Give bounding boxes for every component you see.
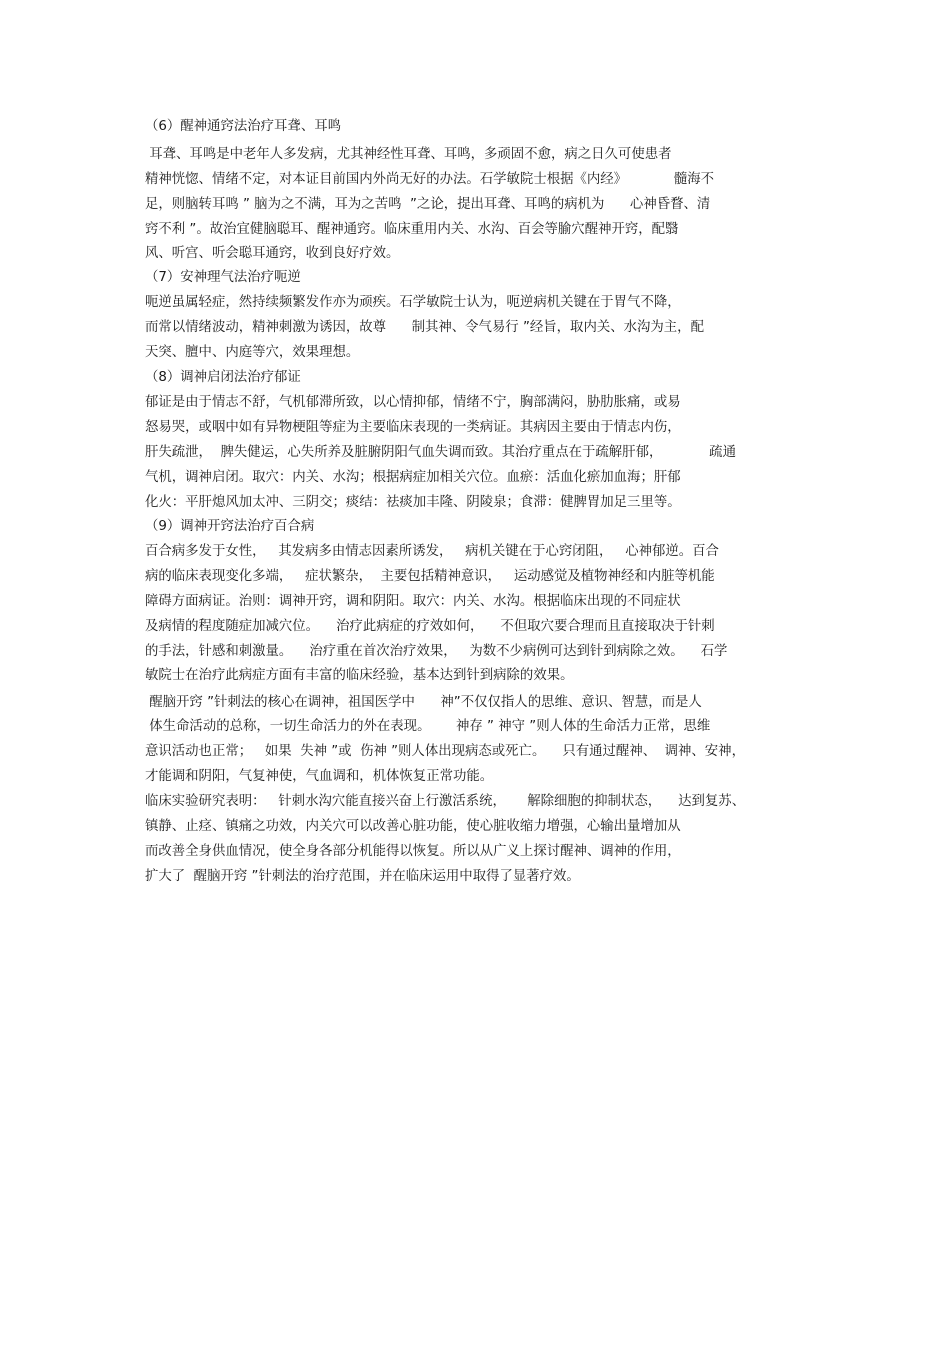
paragraph-line: 百合病多发于女性， 其发病多由情志因素所诱发， 病机关键在于心窍闭阻， 心神郁逆。百合	[145, 544, 719, 559]
paragraph-line: 镇静、止痉、镇痛之功效，内关穴可以改善心脏功能，使心脏收缩力增强，心输出量增加从	[145, 819, 681, 834]
paragraph-line: 耳聋、耳鸣是中老年人多发病，尤其神经性耳聋、耳鸣，多顽固不愈，病之日久可使患者	[145, 147, 672, 162]
paragraph-line: 意识活动也正常； 如果 失神 ”或 伤神 ”则人体出现病态或死亡。 只有通过醒神、 调神、安神，	[145, 744, 745, 759]
paragraph-line: 呃逆虽属轻症，然持续频繁发作亦为顽疾。石学敏院士认为，呃逆病机关键在于胃气不降，	[145, 295, 681, 310]
paragraph-line: 怒易哭，或咽中如有异物梗阻等症为主要临床表现的一类病证。其病因主要由于情志内伤，	[145, 420, 681, 435]
paragraph-line: 的手法，针感和刺激量。 治疗重在首次治疗效果， 为数不少病例可达到针到病除之效。 石学	[145, 644, 728, 659]
paragraph-line: 足，则脑转耳鸣 ” 脑为之不满，耳为之苦鸣 ”之论，提出耳聋、耳鸣的病机为 心神昏瞀、清	[145, 197, 711, 212]
paragraph-line: 障碍方面病证。治则：调神开窍，调和阴阳。取穴：内关、水沟。根据临床出现的不同症状	[145, 594, 681, 609]
paragraph-line: 而改善全身供血情况，使全身各部分机能得以恢复。所以从广义上探讨醒神、调神的作用，	[145, 844, 681, 859]
paragraph-line: 体生命活动的总称，一切生命活力的外在表现。 神存 ” 神守 ”则人体的生命活力正常，思维	[145, 719, 711, 734]
paragraph-line: 才能调和阴阳，气复神使，气血调和，机体恢复正常功能。	[145, 769, 494, 784]
paragraph-line: 临床实验研究表明： 针刺水沟穴能直接兴奋上行激活系统， 解除细胞的抑制状态， 达到复苏、	[145, 794, 746, 809]
paragraph-line: 窍不利 ”。故治宜健脑聪耳、醒神通窍。临床重用内关、水沟、百会等腧穴醒神开窍，配翳	[145, 222, 679, 237]
paragraph-line: 天突、膻中、内庭等穴，效果理想。	[145, 345, 360, 360]
paragraph-line: 醒脑开窍 ”针刺法的核心在调神，祖国医学中 神”不仅仅指人的思维、意识、智慧，而是人	[145, 695, 702, 710]
heading-section-7: （7）安神理气法治疗呃逆	[145, 270, 301, 285]
paragraph-line: 肝失疏泄， 脾失健运，心失所养及脏腑阴阳气血失调而致。其治疗重点在于疏解肝郁， 疏通	[145, 445, 736, 460]
paragraph-line: 化火：平肝熄风加太冲、三阴交；痰结：祛痰加丰隆、阴陵泉；食滞：健脾胃加足三里等。	[145, 495, 681, 510]
heading-section-9: （9）调神开窍法治疗百合病	[145, 519, 315, 534]
heading-section-6: （6）醒神通窍法治疗耳聋、耳鸣	[145, 119, 341, 134]
paragraph-line: 气机，调神启闭。取穴：内关、水沟；根据病症加相关穴位。血瘀：活血化瘀加血海；肝郁	[145, 470, 681, 485]
paragraph-line: 敏院士在治疗此病症方面有丰富的临床经验，基本达到针到病除的效果。	[145, 668, 574, 683]
paragraph-line: 及病情的程度随症加减穴位。 治疗此病症的疗效如何， 不但取穴要合理而且直接取决于针刺	[145, 619, 715, 634]
paragraph-line: 精神恍惚、情绪不定，对本证目前国内外尚无好的办法。石学敏院士根据《内经》 髓海不	[145, 172, 715, 187]
paragraph-line: 风、听宫、听会聪耳通窍，收到良好疗效。	[145, 246, 400, 261]
paragraph-line: 病的临床表现变化多端， 症状繁杂， 主要包括精神意识， 运动感觉及植物神经和内脏等机能	[145, 569, 715, 584]
paragraph-line: 扩大了 醒脑开窍 ”针刺法的治疗范围，并在临床运用中取得了显著疗效。	[145, 869, 580, 884]
paragraph-line: 郁证是由于情志不舒，气机郁滞所致，以心情抑郁，情绪不宁，胸部满闷，胁肋胀痛，或易	[145, 395, 681, 410]
heading-section-8: （8）调神启闭法治疗郁证	[145, 370, 301, 385]
paragraph-line: 而常以情绪波动，精神刺激为诱因，故尊 制其神、令气易行 ”经旨，取内关、水沟为主，配	[145, 320, 704, 335]
